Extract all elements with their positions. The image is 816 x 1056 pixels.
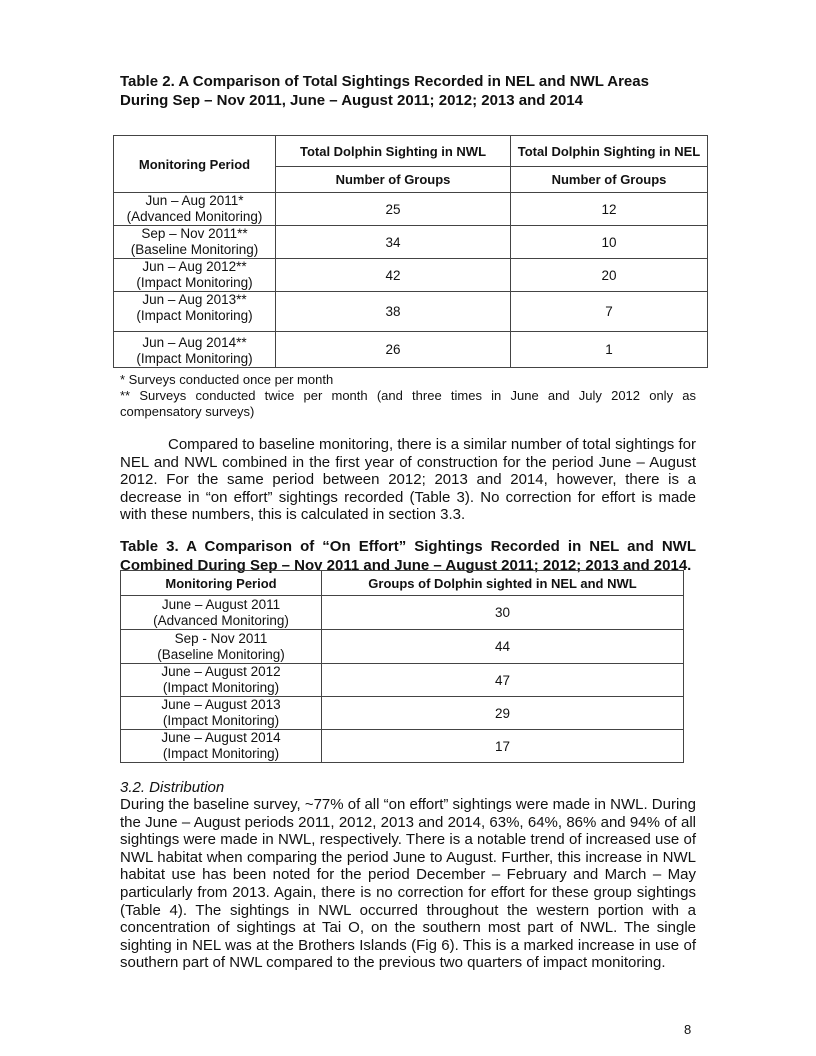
table2-cell-period: Jun – Aug 2012** (Impact Monitoring) <box>114 259 276 292</box>
table2-title-line1: Table 2. A Comparison of Total Sightings Recorded in NEL and NWL Areas <box>120 73 649 90</box>
table2-title-line2: During Sep – Nov 2011, June – August 2011; 2012; 2013 and 2014 <box>120 92 583 109</box>
table-row <box>121 630 684 664</box>
table3 <box>120 570 684 763</box>
table3-cell-groups: 44 <box>322 630 684 664</box>
table2-footnote-2: ** Surveys conducted twice per month (and three times in June and July 2012 only as compensatory surveys) <box>120 388 696 419</box>
table2-cell-nel: 20 <box>511 259 708 292</box>
table3-header-period: Monitoring Period <box>121 571 322 596</box>
table3-cell-period: June – August 2011 (Advanced Monitoring) <box>121 596 322 630</box>
table-row <box>121 596 684 630</box>
table2-cell-nwl: 38 <box>276 292 511 332</box>
table2-header-nel-sub: Number of Groups <box>511 167 708 193</box>
table3-cell-period: June – August 2014 (Impact Monitoring) <box>121 730 322 763</box>
table2-title <box>120 72 696 110</box>
table2-cell-nwl: 25 <box>276 193 511 226</box>
table2-header-nwl-sub: Number of Groups <box>276 167 511 193</box>
table3-cell-groups: 47 <box>322 664 684 697</box>
table3-cell-groups: 30 <box>322 596 684 630</box>
table2-cell-nwl: 42 <box>276 259 511 292</box>
section-heading: 3.2. Distribution <box>120 779 225 796</box>
body-paragraph-2: During the baseline survey, ~77% of all “on effort” sightings were made in NWL. During the June – August periods 2011, 2012, 2013 and 2014, 63%, 64%, 86% and 94% of all sightings were made in NWL, respectively. There is a notable trend of increased use of NWL habitat when comparing the period June to August. Further, this increase in NWL habitat use has been noted for the period December – February and March – May particularly from 2013. Again, there is no correction for effort for these group sightings (Table 4). The sightings in NWL occurred throughout the western portion with a concentration of sightings at Tai O, on the southern most part of NWL. The single sighting in NEL was at the Brothers Islands (Fig 6). This is a marked increase in use of southern part of NWL compared to the previous two quarters of impact monitoring. <box>120 796 696 972</box>
table2-cell-period: Jun – Aug 2014** (Impact Monitoring) <box>114 332 276 368</box>
table2-header-nwl: Total Dolphin Sighting in NWL <box>276 136 511 167</box>
table2 <box>113 135 708 368</box>
table2-header-nel: Total Dolphin Sighting in NEL <box>511 136 708 167</box>
table2-header-period: Monitoring Period <box>114 136 276 193</box>
table-row <box>114 226 708 259</box>
table2-cell-nel: 10 <box>511 226 708 259</box>
table3-title-line2: Combined During Sep – Nov 2011 and June – August 2011; 2012; 2013 and 2014. <box>120 557 692 574</box>
table3-cell-period: Sep - Nov 2011 (Baseline Monitoring) <box>121 630 322 664</box>
page-number: 8 <box>684 1022 692 1037</box>
table3-title-line1: Table 3. A Comparison of “On Effort” Sightings Recorded in NEL and NWL <box>120 538 696 555</box>
table-row <box>114 259 708 292</box>
table2-cell-nwl: 26 <box>276 332 511 368</box>
table2-cell-nwl: 34 <box>276 226 511 259</box>
body-paragraph-1: Compared to baseline monitoring, there is a similar number of total sightings for NEL and NWL combined in the first year of construction for the period June – August 2012. For the same period between 2012; 2013 and 2014, however, there is a decrease in “on effort” sightings recorded (Table 3). No correction for effort is made with these numbers, this is calculated in section 3.3. <box>120 436 696 524</box>
table2-cell-period: Sep – Nov 2011** (Baseline Monitoring) <box>114 226 276 259</box>
table2-cell-nel: 7 <box>511 292 708 332</box>
table3-cell-groups: 17 <box>322 730 684 763</box>
table3-cell-groups: 29 <box>322 697 684 730</box>
table3-cell-period: June – August 2013 (Impact Monitoring) <box>121 697 322 730</box>
table3-cell-period: June – August 2012 (Impact Monitoring) <box>121 664 322 697</box>
table2-cell-period: Jun – Aug 2011* (Advanced Monitoring) <box>114 193 276 226</box>
table-row <box>121 730 684 763</box>
table-row <box>114 292 708 332</box>
table-row <box>114 193 708 226</box>
table2-cell-nel: 12 <box>511 193 708 226</box>
table2-cell-nel: 1 <box>511 332 708 368</box>
table-row <box>114 332 708 368</box>
table-row <box>121 697 684 730</box>
table2-cell-period: Jun – Aug 2013** (Impact Monitoring) <box>114 292 276 332</box>
table-row <box>121 664 684 697</box>
table2-footnote-1: * Surveys conducted once per month <box>120 372 334 387</box>
table3-header-groups: Groups of Dolphin sighted in NEL and NWL <box>322 571 684 596</box>
